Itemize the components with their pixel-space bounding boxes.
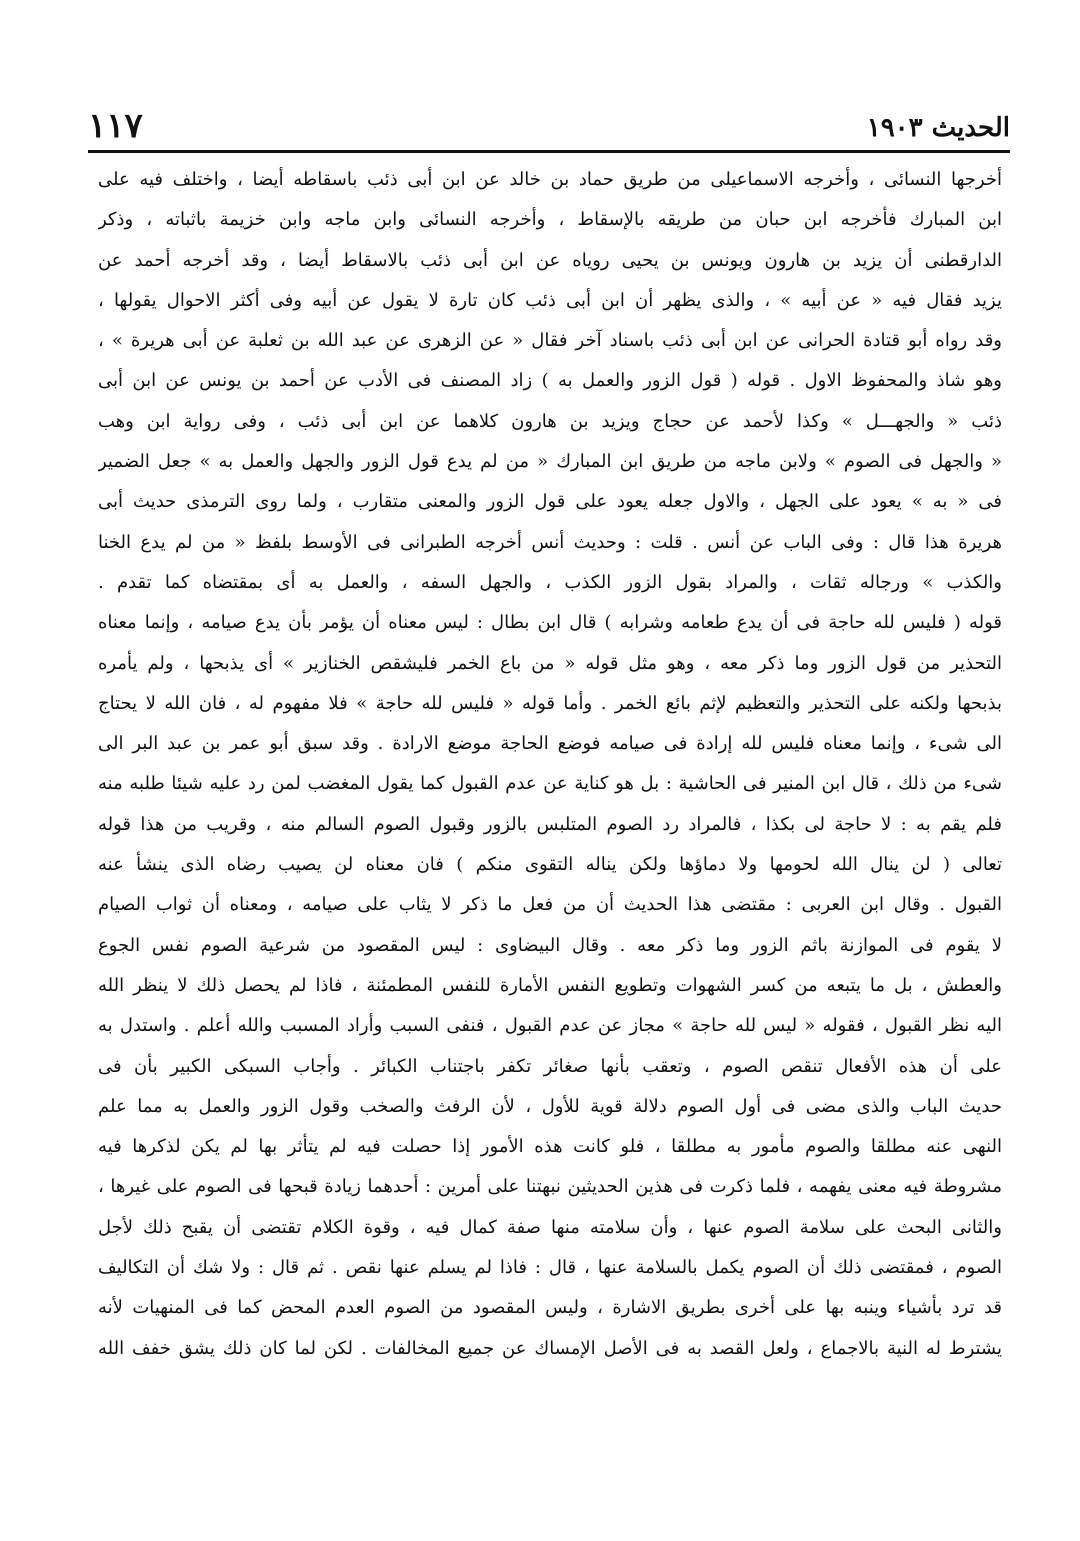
text-line: ذئب « والجهـــل » وكذا لأحمد عن حجاج ويزيد بن هارون كلاهما عن ابن أبى ذئب ، وفى رواية ابن وهب [98, 410, 1002, 432]
text-line: التحذير من قول الزور وما ذكر معه ، وهو مثل قوله « من باع الخمر فليشقص الخنازير » أى يذبحها ، ولم يأمره [98, 652, 1002, 674]
text-line: وقد رواه أبو قتادة الحرانى عن ابن أبى ذئب باسناد آخر فقال « عن الزهرى عن عبد الله بن ثعلبة عن أبى هريرة » ، [98, 330, 1002, 352]
header-rule [88, 150, 1010, 153]
body-text [98, 160, 1002, 1369]
page-number: ١١٧ [88, 106, 143, 146]
page-header [88, 100, 1010, 148]
text-line: يشترط له النية بالاجماع ، ولعل القصد به فى الأصل الإمساك عن جميع المخالفات . لكن لما كان ذلك يشق خفف الله [98, 1337, 1002, 1359]
text-line: هريرة هذا قال : وفى الباب عن أنس . قلت : وحديث أنس أخرجه الطبرانى فى الأوسط بلفظ « من لم يدع الخنا [98, 531, 1002, 553]
text-line: قوله ( فليس لله حاجة فى أن يدع طعامه وشرابه ) قال ابن بطال : ليس معناه أن يؤمر بأن يدع صيامه ، وإنما معناه [98, 612, 1002, 634]
text-line: النهى عنه مطلقا والصوم مأمور به مطلقا ، فلو كانت هذه الأمور إذا حصلت فيه لم يتأثر بها لم يكن لذكرها فيه [98, 1136, 1002, 1158]
text-line: والكذب » ورجاله ثقات ، والمراد بقول الزور الكذب ، والجهل السفه ، والعمل به أى بمقتضاه كما تقدم . [98, 571, 1002, 593]
text-line: شىء من ذلك ، قال ابن المنير فى الحاشية : بل هو كناية عن عدم القبول كما يقول المغضب لمن رد عليه شيئا طلبه منه [98, 773, 1002, 795]
text-line: الى شىء ، وإنما معناه فليس لله إرادة فى صيامه فوضع الحاجة موضع الارادة . وقد سبق أبو عمر بن عبد البر الى [98, 733, 1002, 755]
text-line: على أن هذه الأفعال تنقص الصوم ، وتعقب بأنها صغائر تكفر باجتناب الكبائر . وأجاب السبكى الكبير بأن فى [98, 1055, 1002, 1077]
text-line: أخرجها النسائى ، وأخرجه الاسماعيلى من طريق حماد بن خالد عن ابن أبى ذئب باسقاطه أيضا ، واختلف فيه على [98, 169, 1002, 190]
text-line: يزيد فقال فيه « عن أبيه » ، والذى يظهر أن ابن أبى ذئب كان تارة لا يقول عن أبيه وفى أكثر الاحوال يقولها ، [98, 289, 1002, 311]
text-line: لا يقوم فى الموازنة باثم الزور وما ذكر معه . وقال البيضاوى : ليس المقصود من شرعية الصوم نفس الجوع [98, 934, 1002, 956]
text-line: القبول . وقال ابن العربى : مقتضى هذا الحديث أن من فعل ما ذكر لا يثاب على صيامه ، ومعناه أن ثواب الصيام [98, 894, 1002, 916]
text-line: قد ترد بأشياء وينبه بها على أخرى بطريق الاشارة ، وليس المقصود من الصوم العدم المحض كما فى المنهيات لأنه [98, 1297, 1002, 1319]
running-title: الحديث ١٩٠٣ [866, 113, 1010, 143]
text-line: « والجهل فى الصوم » ولابن ماجه من طريق ابن المبارك « من لم يدع قول الزور والجهل والعمل به » جعل الضمير [98, 451, 1002, 473]
text-line: ابن المبارك فأخرجه ابن حبان من طريقه بالإسقاط ، وأخرجه النسائى وابن ماجه وابن خزيمة باثباته ، وذكر [98, 209, 1002, 231]
text-line: الصوم ، فمقتضى ذلك أن الصوم يكمل بالسلامة عنها ، قال : فاذا لم يسلم عنها نقص . ثم قال : ولا شك أن التكاليف [98, 1257, 1002, 1279]
text-line: مشروطة فيه معنى يفهمه ، فلما ذكرت فى هذين الحديثين نبهتنا على أمرين : أحدهما زيادة قبحها فى الصوم على غيرها ، [98, 1176, 1002, 1198]
text-line: فلم يقم به : لا حاجة لى بكذا ، فالمراد رد الصوم المتلبس بالزور وقبول الصوم السالم منه ، وقريب من هذا قوله [98, 813, 1002, 835]
text-line: اليه نظر القبول ، فقوله « ليس لله حاجة » مجاز عن عدم القبول ، فنفى السبب وأراد المسبب والله أعلم . واستدل به [98, 1015, 1002, 1037]
text-line: الدارقطنى أن يزيد بن هارون ويونس بن يحيى روياه عن ابن أبى ذئب بالاسقاط أيضا ، وقد أخرجه أحمد عن [98, 249, 1002, 271]
text-line: تعالى ( لن ينال الله لحومها ولا دماؤها ولكن يناله التقوى منكم ) فان معناه لن يصيب رضاه الذى ينشأ عنه [98, 854, 1002, 876]
text-line: والثانى البحث على سلامة الصوم عنها ، وأن سلامته منها صفة كمال فيه ، وقوة الكلام تقتضى أن يقبح ذلك لأجل [98, 1216, 1002, 1238]
text-line: بذبحها ولكنه على التحذير والتعظيم لإثم بائع الخمر . وأما قوله « فليس لله حاجة » فلا مفهوم له ، فان الله لا يحتاج [98, 692, 1002, 714]
text-line: حديث الباب والذى مضى فى أول الصوم دلالة قوية للأول ، لأن الرفث والصخب وقول الزور والعمل به مما علم [98, 1095, 1002, 1117]
text-line: فى « به » يعود على الجهل ، والاول جعله يعود على قول الزور والمعنى متقارب ، ولما روى الترمذى حديث أبى [98, 491, 1002, 513]
text-line: والعطش ، بل ما يتبعه من كسر الشهوات وتطويع النفس الأمارة للنفس المطمئنة ، فاذا لم يحصل ذلك لا ينظر الله [98, 974, 1002, 996]
text-line: وهو شاذ والمحفوظ الاول . قوله ( قول الزور والعمل به ) زاد المصنف فى الأدب عن أحمد بن يونس عن ابن أبى [98, 370, 1002, 392]
